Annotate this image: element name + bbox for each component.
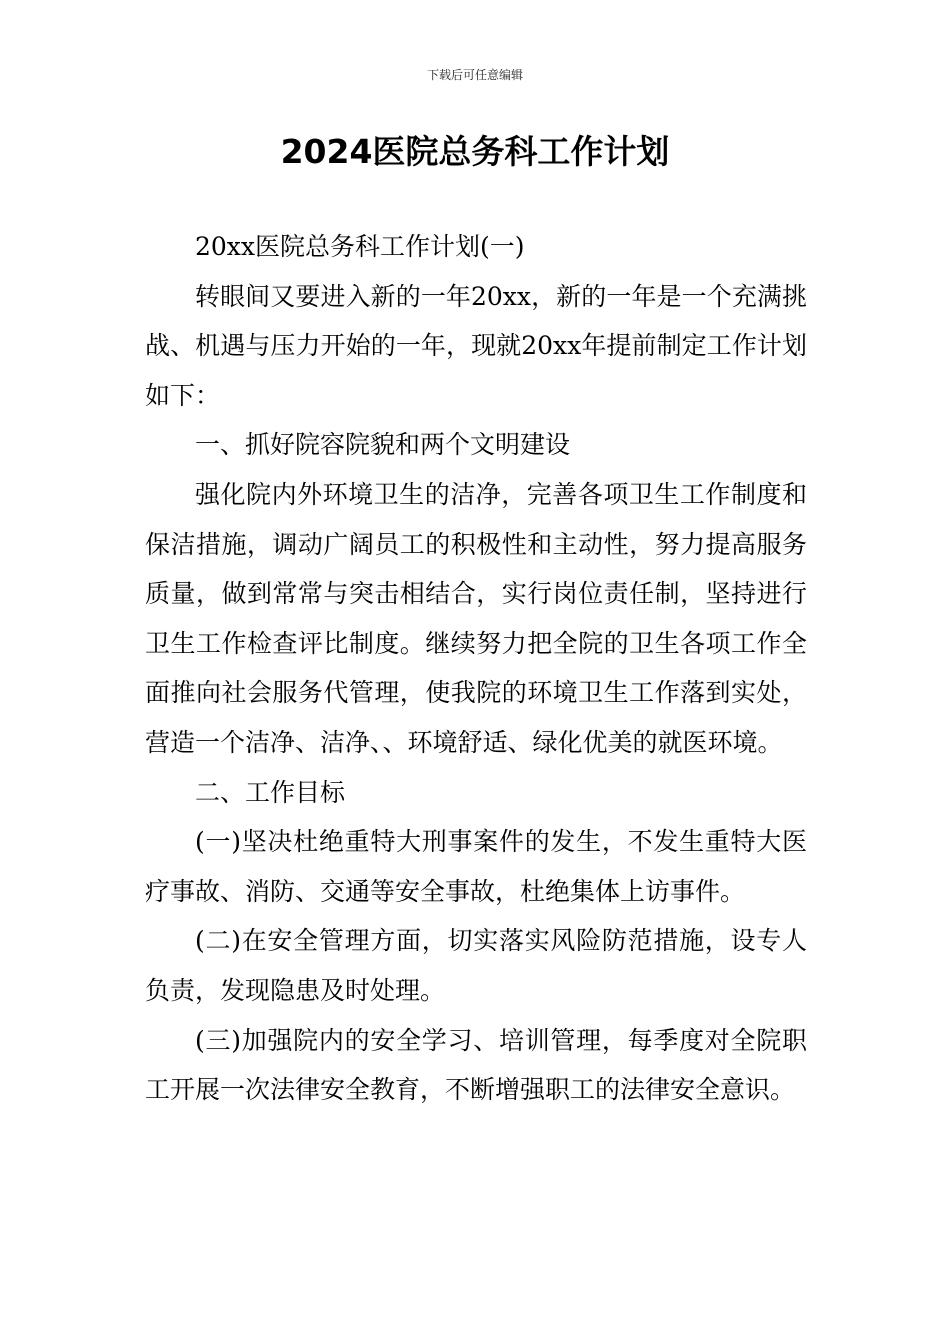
goal-item-3: (三)加强院内的安全学习、培训管理，每季度对全院职工开展一次法律安全教育，不断增强职工的法律安全意识。 xyxy=(145,1025,807,1105)
document-title: 2024医院总务科工作计划 xyxy=(280,132,670,171)
document-body xyxy=(145,222,807,1115)
goal-item-1: (一)坚决杜绝重特大刑事案件的发生，不发生重特大医疗事故、消防、交通等安全事故，杜绝集体上访事件。 xyxy=(145,827,807,906)
paragraph-intro: 转眼间又要进入新的一年20xx，新的一年是一个充满挑战、机遇与压力开始的一年，现就20xx年提前制定工作计划如下： xyxy=(145,281,807,410)
section-heading-1: 一、抓好院容院貌和两个文明建设 xyxy=(195,430,571,460)
page-header-note: 下载后可任意编辑 xyxy=(426,68,523,82)
section-heading-2: 二、工作目标 xyxy=(195,777,346,807)
paragraph-subtitle: 20xx医院总务科工作计划(一) xyxy=(195,232,525,261)
paragraph-environment: 强化院内外环境卫生的洁净，完善各项卫生工作制度和保洁措施，调动广阔员工的积极性和主动性，努力提高服务质量，做到常常与突击相结合，实行岗位责任制，坚持进行卫生工作检查评比制度。继续努力把全院的卫生各项工作全面推向社会服务代管理，使我院的环境卫生工作落到实处，营造一个洁净、洁净、、环境舒适、绿化优美的就医环境。 xyxy=(145,479,807,757)
goal-item-2: (二)在安全管理方面，切实落实风险防范措施，设专人负责，发现隐患及时处理。 xyxy=(145,926,807,1005)
